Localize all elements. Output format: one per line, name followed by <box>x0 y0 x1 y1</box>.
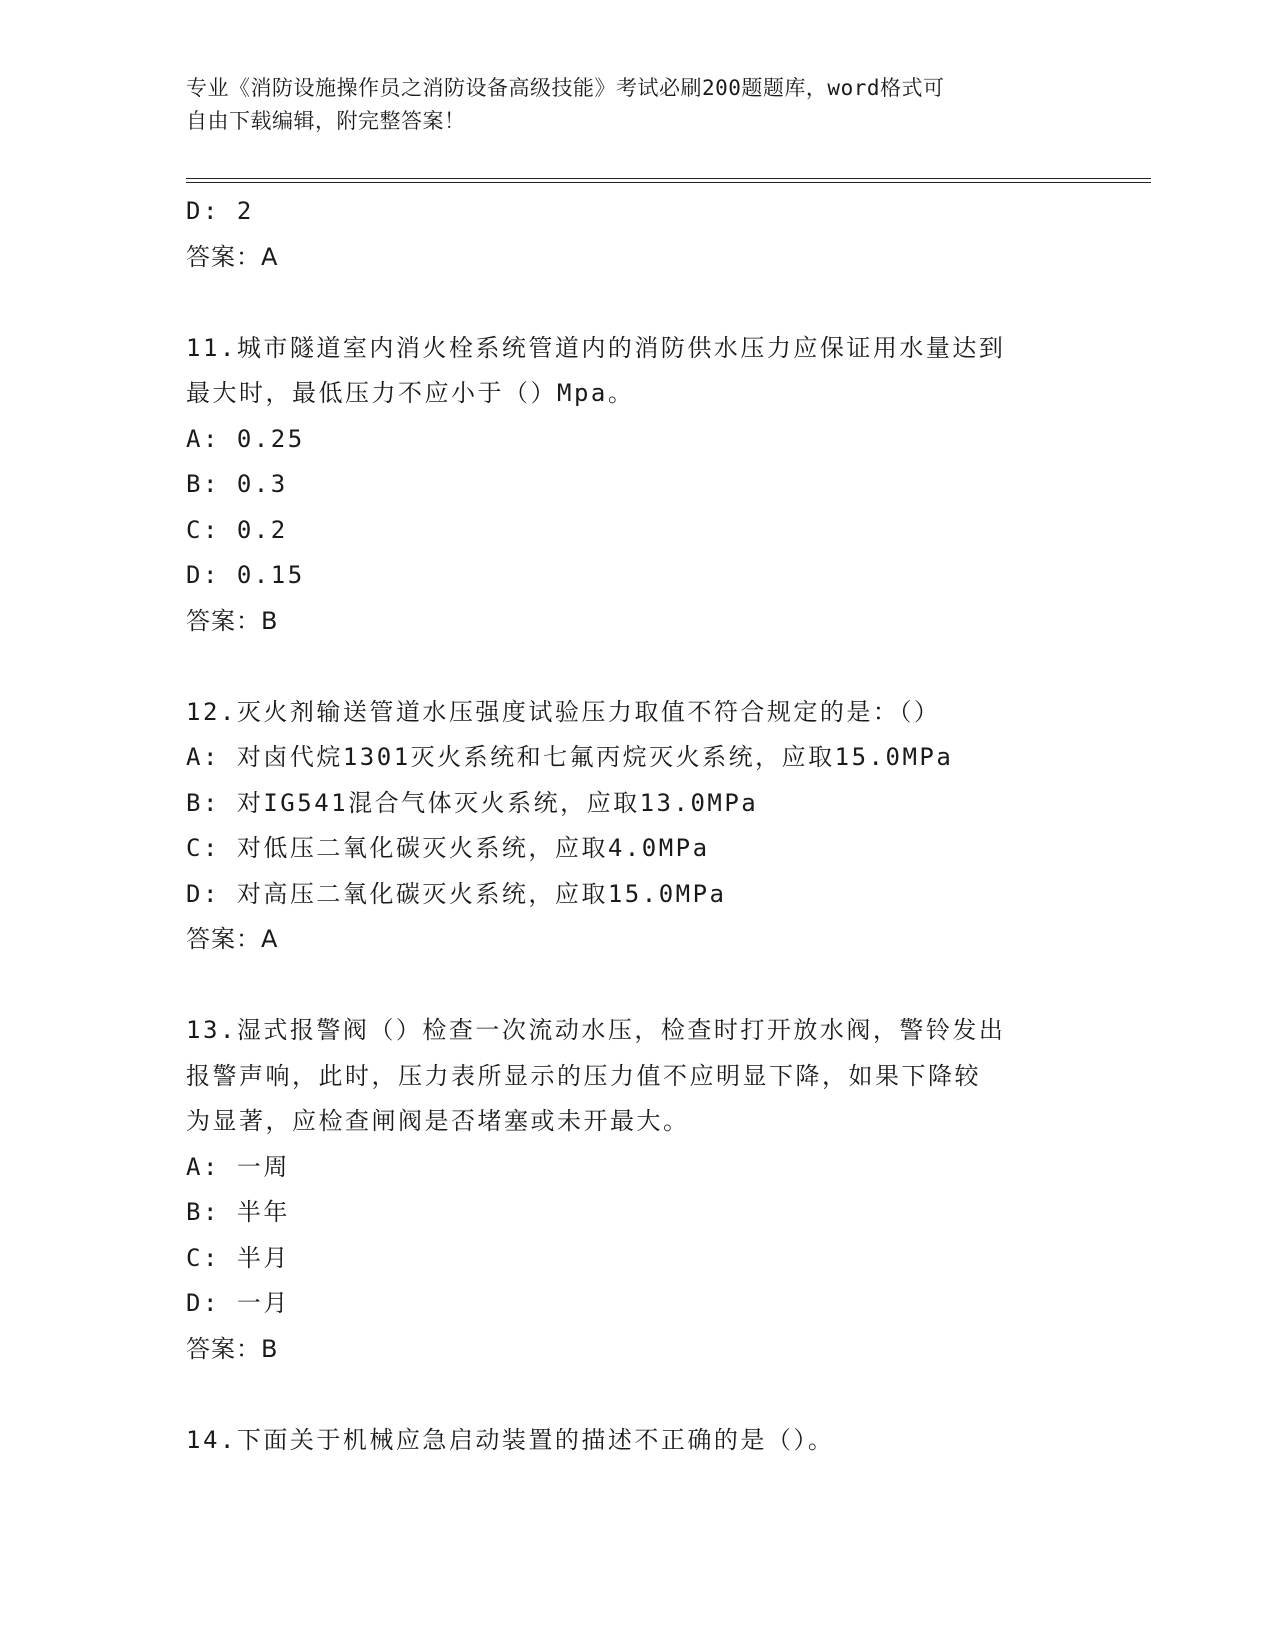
spacer <box>186 644 1086 690</box>
option-a: A: 对卤代烷1301灭火系统和七氟丙烷灭火系统，应取15.0MPa <box>186 743 954 771</box>
option-c: C: 半月 <box>186 1243 290 1272</box>
question-stem: 报警声响，此时，压力表所显示的压力值不应明显下降，如果下降较 <box>186 1061 981 1090</box>
question-content <box>186 189 1086 1463</box>
header-divider-bottom <box>186 182 1151 183</box>
spacer <box>186 963 1086 1009</box>
option-d: D: 2 <box>186 197 254 225</box>
question-stem: 最大时，最低压力不应小于（）Mpa。 <box>186 379 635 407</box>
option-d: D: 对高压二氧化碳灭火系统，应取15.0MPa <box>186 879 727 908</box>
answer-line: 答案：A <box>186 925 279 953</box>
question-stem: 11.城市隧道室内消火栓系统管道内的消防供水压力应保证用水量达到 <box>186 333 1006 362</box>
question-stem: 为显著，应检查闸阀是否堵塞或未开最大。 <box>186 1107 690 1135</box>
question-stem: 12.灭火剂输送管道水压强度试验压力取值不符合规定的是：（） <box>186 697 941 726</box>
header-title-line-1: 专业《消防设施操作员之消防设备高级技能》考试必刷200题题库，word格式可 <box>186 76 945 100</box>
spacer <box>186 1372 1086 1418</box>
question-13 <box>186 1008 1086 1372</box>
header-title-line-2: 自由下载编辑，附完整答案！ <box>186 109 466 133</box>
option-c: C: 对低压二氧化碳灭火系统，应取4.0MPa <box>186 834 710 862</box>
spacer <box>186 280 1086 326</box>
option-d: D: 一月 <box>186 1289 290 1317</box>
option-c: C: 0.2 <box>186 515 288 544</box>
answer-line: 答案：B <box>186 606 279 635</box>
question-stem: 14.下面关于机械应急启动装置的描述不正确的是（）。 <box>186 1425 835 1454</box>
document-header <box>186 72 1066 138</box>
question-stem: 13.湿式报警阀（）检查一次流动水压，检查时打开放水阀，警铃发出 <box>186 1016 1006 1044</box>
answer-line: 答案：A <box>186 242 279 271</box>
option-d: D: 0.15 <box>186 561 305 589</box>
option-b: B: 对IG541混合气体灭火系统，应取13.0MPa <box>186 788 759 817</box>
question-14 <box>186 1418 1086 1464</box>
option-b: B: 0.3 <box>186 470 288 498</box>
question-12 <box>186 690 1086 963</box>
question-11 <box>186 326 1086 645</box>
option-a: A: 0.25 <box>186 424 305 453</box>
option-b: B: 半年 <box>186 1198 290 1226</box>
answer-line: 答案：B <box>186 1334 279 1363</box>
header-divider-top <box>186 178 1151 179</box>
option-a: A: 一周 <box>186 1152 290 1181</box>
